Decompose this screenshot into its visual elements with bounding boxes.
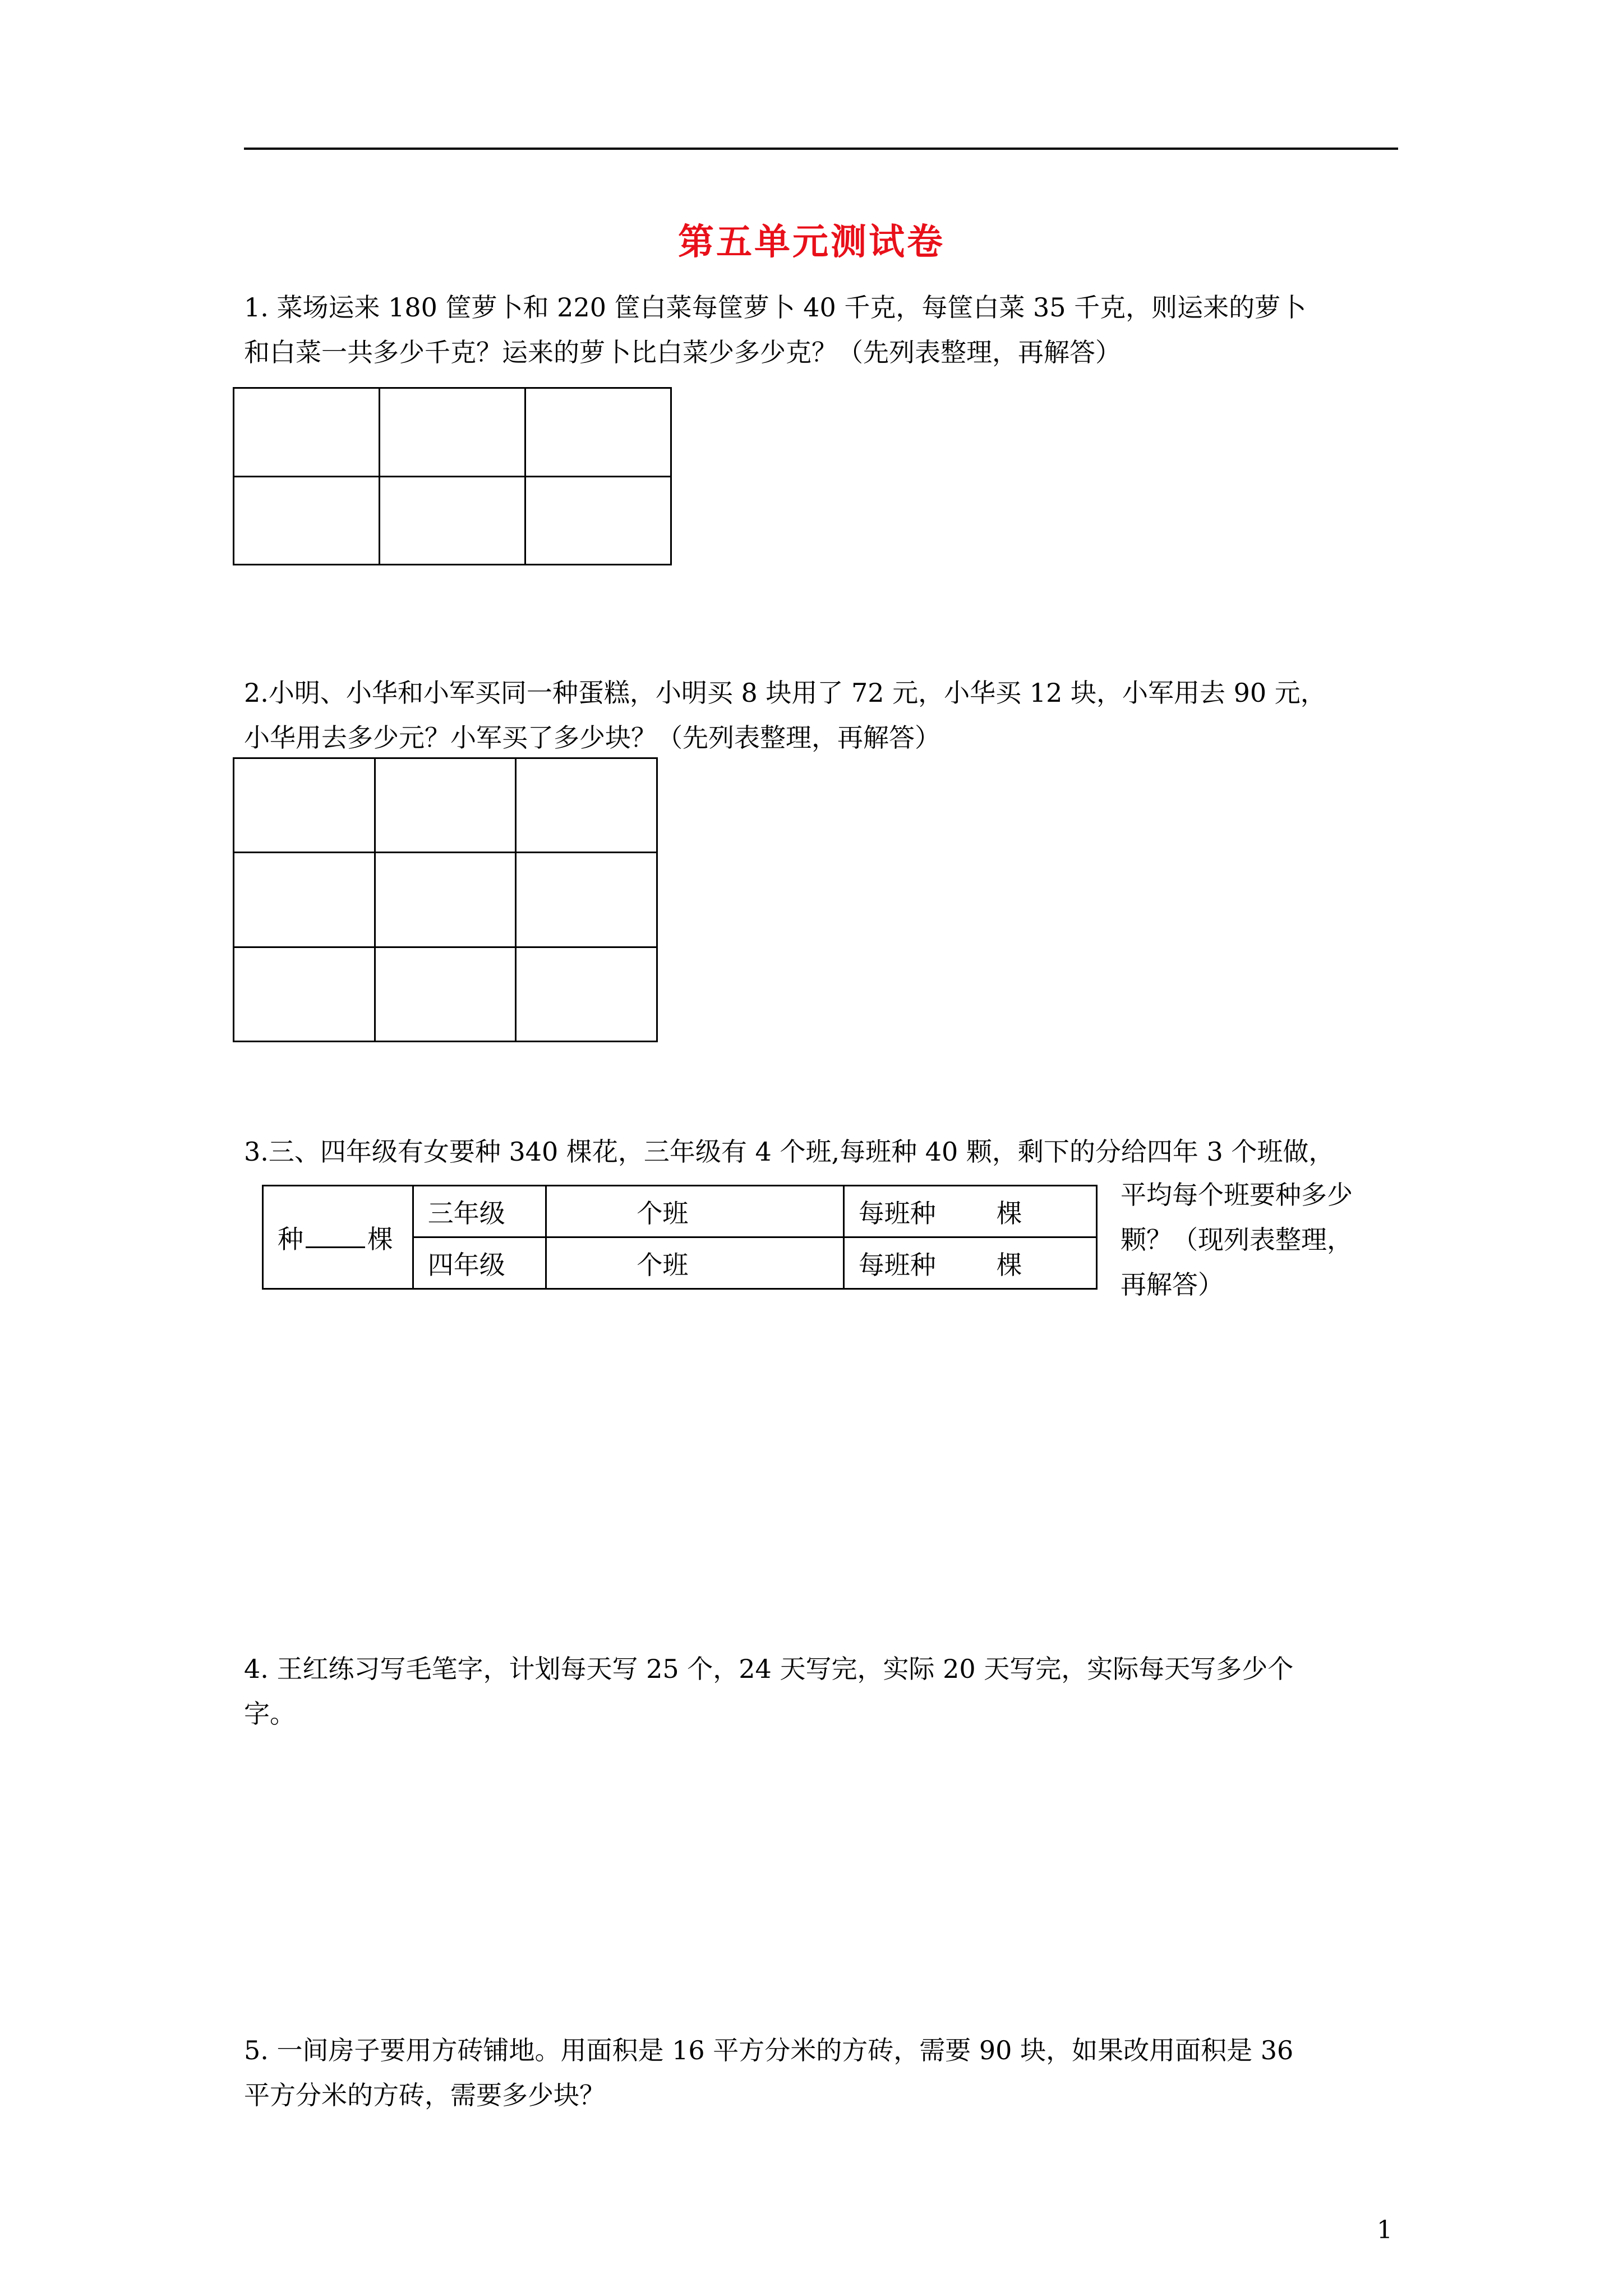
- per-class-unit: 棵: [996, 1198, 1022, 1228]
- question-3-table: [262, 1185, 1098, 1290]
- question-3-line-1: 3.三、四年级有女要种 340 棵花，三年级有 4 个班,每班种 40 颗，剩下的分给四年 3 个班做，: [244, 1137, 1335, 1167]
- answer-table-row: [234, 758, 657, 853]
- per-class-cell[interactable]: [843, 1237, 1096, 1289]
- question-4-line-2: 字。: [244, 1699, 296, 1729]
- answer-cell[interactable]: [525, 476, 671, 565]
- answer-cell[interactable]: [234, 476, 380, 565]
- question-3: [244, 1129, 1334, 1174]
- header-rule: [244, 148, 1398, 150]
- answer-table-row: [234, 947, 657, 1041]
- per-class-cell[interactable]: [843, 1186, 1096, 1237]
- answer-table-row: [234, 853, 657, 947]
- question-4-line-1: 4. 王红练习写毛笔字，计划每天写 25 个，24 天写完，实际 20 天写完，实际每天写多少个: [244, 1654, 1294, 1684]
- question-2: [244, 670, 1326, 760]
- per-class-unit: 棵: [996, 1249, 1022, 1280]
- question-2-answer-table: [233, 757, 658, 1042]
- per-class-label: 每班种: [858, 1249, 936, 1280]
- grade-cell: 四年级: [413, 1237, 546, 1289]
- classes-cell[interactable]: 个班: [546, 1237, 843, 1289]
- total-suffix: 棵: [367, 1223, 393, 1254]
- table-row: [263, 1186, 1097, 1237]
- answer-table-row: [234, 388, 671, 477]
- question-3-side-line-2: 颗？（现列表整理，: [1121, 1225, 1353, 1255]
- answer-cell[interactable]: [375, 947, 516, 1041]
- total-blank[interactable]: [306, 1224, 365, 1248]
- answer-cell[interactable]: [525, 388, 671, 477]
- answer-cell[interactable]: [380, 388, 525, 477]
- answer-cell[interactable]: [516, 947, 657, 1041]
- answer-cell[interactable]: [234, 853, 375, 947]
- question-3-side-line-1: 平均每个班要种多少: [1121, 1180, 1353, 1210]
- question-3-side-text: [1121, 1172, 1353, 1307]
- answer-cell[interactable]: [516, 758, 657, 853]
- question-1-answer-table: [233, 387, 672, 565]
- classes-cell[interactable]: 个班: [546, 1186, 843, 1237]
- total-cell: [263, 1186, 413, 1289]
- question-4: [244, 1646, 1293, 1736]
- page-number: 1: [1377, 2216, 1393, 2244]
- answer-cell[interactable]: [375, 758, 516, 853]
- question-5-line-2: 平方分米的方砖，需要多少块？: [244, 2080, 605, 2110]
- question-3-side-line-3: 再解答）: [1121, 1269, 1224, 1300]
- question-1-line-1: 1. 菜场运来 180 筐萝卜和 220 筐白菜每筐萝卜 40 千克，每筐白菜 35 千克，则运来的萝卜: [244, 292, 1307, 323]
- answer-cell[interactable]: [234, 758, 375, 853]
- question-5: [244, 2028, 1293, 2118]
- answer-cell[interactable]: [234, 388, 380, 477]
- page-title: 第五单元测试卷: [678, 221, 945, 263]
- answer-cell[interactable]: [234, 947, 375, 1041]
- answer-cell[interactable]: [380, 476, 525, 565]
- per-class-label: 每班种: [858, 1198, 936, 1228]
- question-2-line-1: 2.小明、小华和小军买同一种蛋糕，小明买 8 块用了 72 元，小华买 12 块，小军用去 90 元，: [244, 678, 1326, 708]
- question-5-line-1: 5. 一间房子要用方砖铺地。用面积是 16 平方分米的方砖，需要 90 块，如果改用面积是 36: [244, 2035, 1294, 2065]
- question-2-line-2: 小华用去多少元？小军买了多少块？（先列表整理，再解答）: [244, 723, 940, 753]
- answer-table-row: [234, 476, 671, 565]
- total-prefix: 种: [278, 1223, 303, 1254]
- answer-cell[interactable]: [375, 853, 516, 947]
- answer-cell[interactable]: [516, 853, 657, 947]
- grade-cell: 三年级: [413, 1186, 546, 1237]
- question-1-line-2: 和白菜一共多少千克？运来的萝卜比白菜少多少克？（先列表整理，再解答）: [244, 337, 1121, 367]
- question-1: [244, 285, 1306, 375]
